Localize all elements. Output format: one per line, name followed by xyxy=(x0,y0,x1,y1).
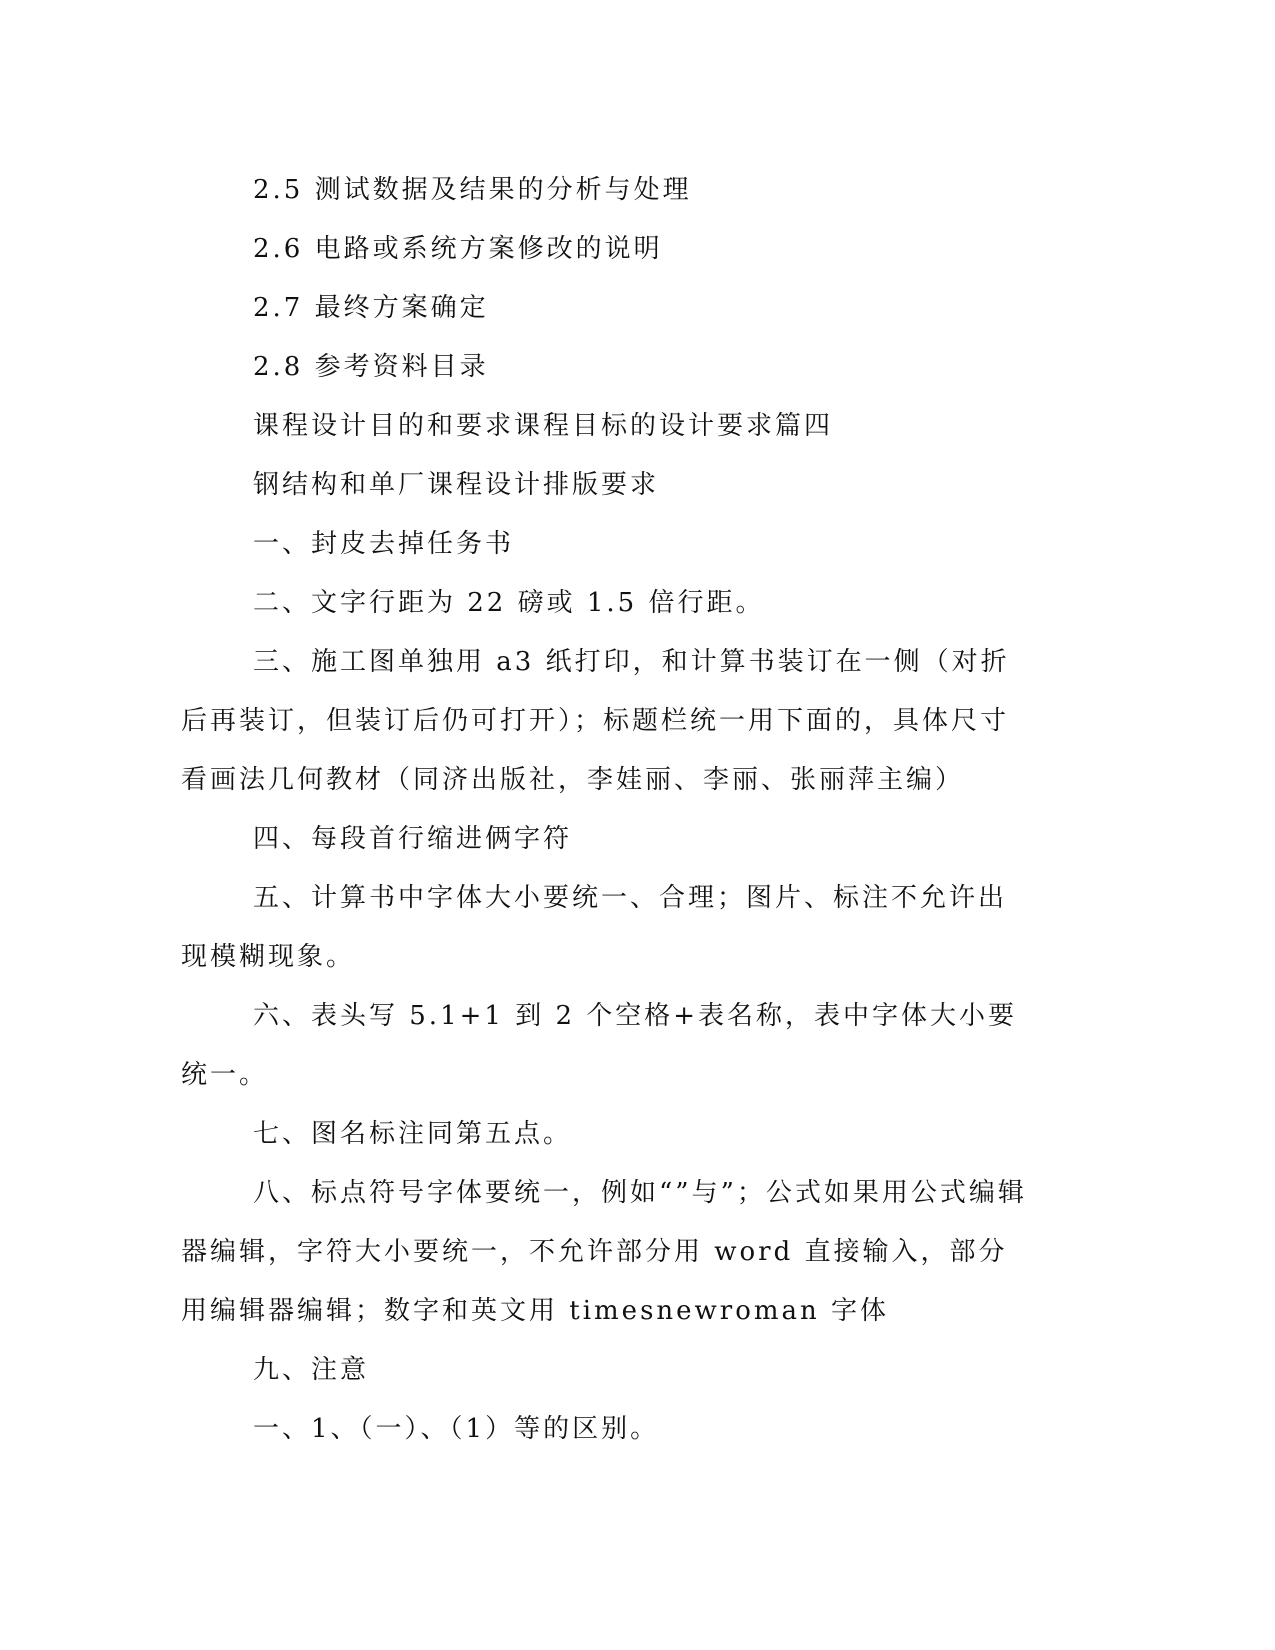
requirement-item: 七、图名标注同第五点。 xyxy=(253,1119,573,1149)
section-2-7-heading: 2.7 最终方案确定 xyxy=(253,293,489,323)
requirement-item: 一、1、（一）、（1）等的区别。 xyxy=(253,1414,660,1444)
requirement-item: 一、封皮去掉任务书 xyxy=(253,529,515,559)
requirement-item: 六、表头写 5.1+1 到 2 个空格+表名称，表中字体大小要统一。 xyxy=(181,1001,1018,1090)
section-2-5-heading: 2.5 测试数据及结果的分析与处理 xyxy=(253,175,692,205)
requirements-heading: 钢结构和单厂课程设计排版要求 xyxy=(253,470,660,500)
requirement-item: 四、每段首行缩进俩字符 xyxy=(253,824,573,854)
requirement-item: 九、注意 xyxy=(253,1355,370,1385)
requirement-item: 八、标点符号字体要统一，例如“”与”；公式如果用公式编辑器编辑，字符大小要统一，不允许部分用 word 直接输入，部分用编辑器编辑；数字和英文用 timesnewroman 字体 xyxy=(181,1178,1027,1326)
requirement-item: 三、施工图单独用 a3 纸打印，和计算书装订在一侧（对折后再装订，但装订后仍可打开）；标题栏统一用下面的，具体尺寸看画法几何教材（同济出版社，李娃丽、李丽、张丽萍主编） xyxy=(181,647,1010,795)
article-title: 课程设计目的和要求课程目标的设计要求篇四 xyxy=(253,411,834,441)
section-2-6-heading: 2.6 电路或系统方案修改的说明 xyxy=(253,234,663,264)
requirement-item: 二、文字行距为 22 磅或 1.5 倍行距。 xyxy=(253,588,765,618)
requirement-item: 五、计算书中字体大小要统一、合理；图片、标注不允许出现模糊现象。 xyxy=(181,883,1008,972)
section-2-8-heading: 2.8 参考资料目录 xyxy=(253,352,489,382)
